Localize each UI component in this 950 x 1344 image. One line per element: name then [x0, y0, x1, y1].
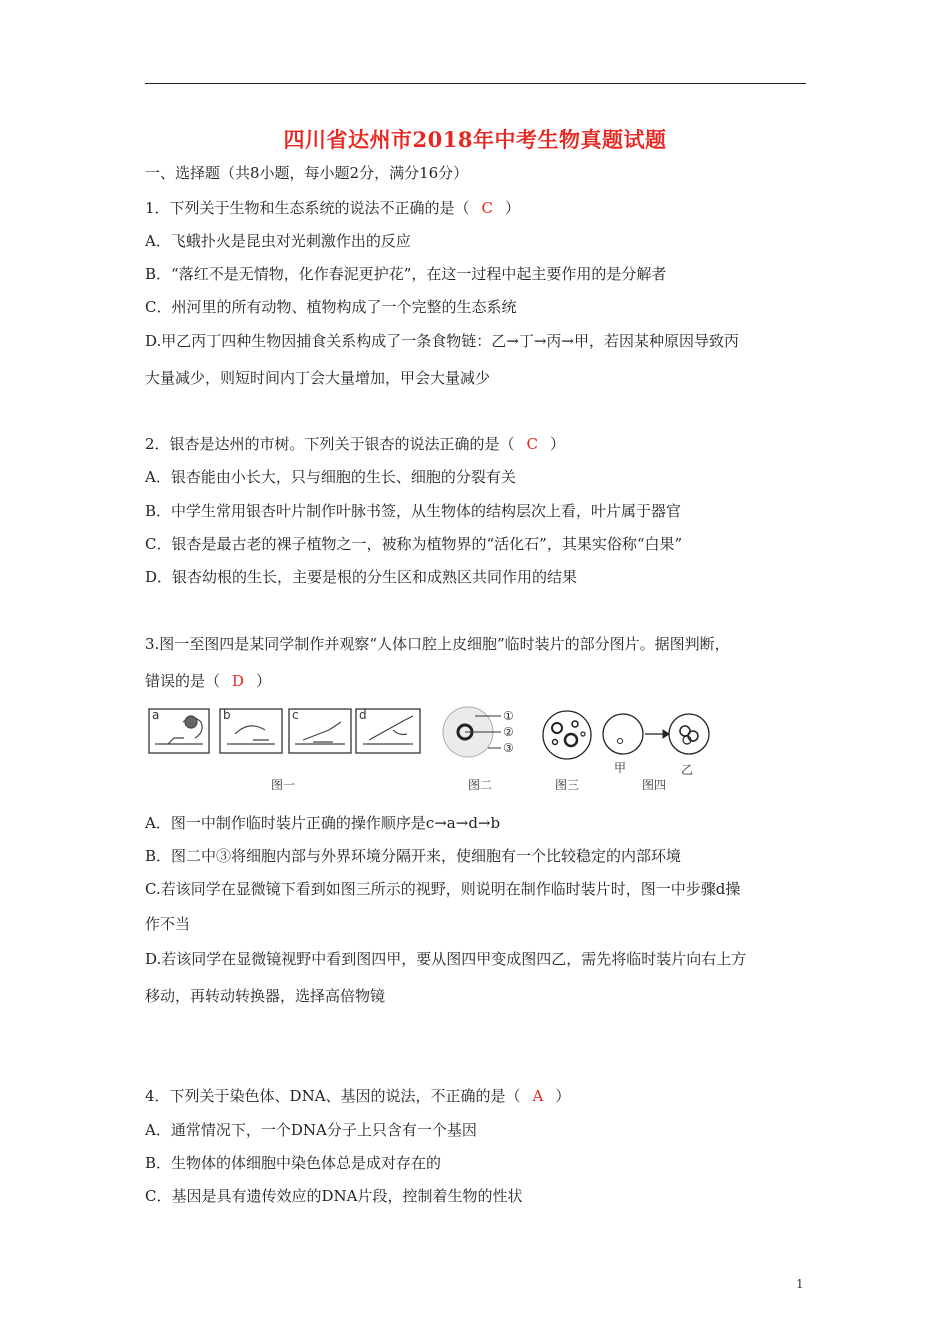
question-2-option-a: A．银杏能由小长大，只与细胞的生长、细胞的分裂有关 [145, 468, 516, 486]
question-1-option-a: A．飞蛾扑火是昆虫对光刺激作出的反应 [145, 232, 411, 250]
figure-three-field [543, 711, 591, 759]
question-4-answer: A [532, 1087, 544, 1105]
figure-two-cell [443, 707, 501, 757]
question-3-stem-cont: 错误的是（ D ） [145, 672, 272, 690]
label-circled-3: ③ [503, 741, 514, 755]
sub-label-yi: 乙 [681, 763, 694, 777]
question-4-option-b: B．生物体的体细胞中染色体总是成对存在的 [145, 1154, 442, 1172]
question-1-option-c: C．州河里的所有动物、植物构成了一个完整的生态系统 [145, 298, 517, 316]
question-3-option-c-cont: 作不当 [145, 915, 191, 933]
question-1-answer: C [481, 199, 494, 217]
figure-caption-one: 图一 [271, 778, 296, 792]
question-4-stem: 4．下列关于染色体、DNA、基因的说法，不正确的是（ A ） [145, 1087, 571, 1105]
panel-label-b: b [223, 708, 231, 722]
question-3-option-a: A．图一中制作临时装片正确的操作顺序是c→a→d→b [145, 814, 501, 832]
question-3-option-b: B．图二中③将细胞内部与外界环境分隔开来，使细胞有一个比较稳定的内部环境 [145, 847, 682, 865]
figure-caption-three: 图三 [555, 778, 580, 792]
figure-four-fields [603, 714, 709, 754]
page-title: 四川省达州市2018年中考生物真题试题 [283, 127, 667, 152]
question-1-stem: 1．下列关于生物和生态系统的说法不正确的是（ C ） [145, 199, 521, 217]
header-rule [145, 83, 806, 84]
question-2-stem: 2．银杏是达州的市树。下列关于银杏的说法正确的是（ C ） [145, 435, 566, 453]
label-circled-1: ① [503, 709, 514, 723]
question-3-option-d: D.若该同学在显微镜视野中看到图四甲，要从图四甲变成图四乙，需先将临时装片向右上方 [145, 950, 747, 968]
question-3-stem: 3.图一至图四是某同学制作并观察“人体口腔上皮细胞”临时装片的部分图片。据图判断， [145, 635, 730, 653]
question-1-option-d-cont: 大量减少，则短时间内丁会大量增加，甲会大量减少 [145, 369, 491, 387]
section-heading: 一、选择题（共8小题，每小题2分，满分16分） [145, 164, 469, 182]
question-2-option-c: C．银杏是最古老的裸子植物之一，被称为植物界的“活化石”，其果实俗称“白果” [145, 535, 683, 553]
question-2-option-d: D．银杏幼根的生长，主要是根的分生区和成熟区共同作用的结果 [145, 568, 578, 586]
question-3-figure [143, 700, 743, 800]
panel-label-c: c [292, 708, 299, 722]
sub-label-jia: 甲 [614, 761, 627, 775]
question-3-option-c: C.若该同学在显微镜下看到如图三所示的视野，则说明在制作临时装片时，图一中步骤d操 [145, 880, 741, 898]
figure-caption-four: 图四 [642, 778, 667, 792]
question-2-answer: C [526, 435, 539, 453]
question-3-answer: D [232, 672, 245, 690]
question-1-option-d: D.甲乙丙丁四种生物因捕食关系构成了一条食物链：乙→丁→丙→甲，若因某种原因导致丙 [145, 332, 739, 350]
question-3-option-d-cont: 移动，再转动转换器，选择高倍物镜 [145, 987, 386, 1005]
panel-label-a: a [152, 708, 160, 722]
page-number: 1 [796, 1277, 804, 1291]
figure-caption-two: 图二 [468, 778, 493, 792]
panel-label-d: d [359, 708, 367, 722]
question-1-option-b: B．“落红不是无情物，化作春泥更护花”，在这一过程中起主要作用的是分解者 [145, 265, 667, 283]
label-circled-2: ② [503, 725, 514, 739]
question-4-option-c: C．基因是具有遗传效应的DNA片段，控制着生物的性状 [145, 1187, 523, 1205]
question-4-option-a: A．通常情况下，一个DNA分子上只含有一个基因 [145, 1121, 477, 1139]
question-2-option-b: B．中学生常用银杏叶片制作叶脉书签，从生物体的结构层次上看，叶片属于器官 [145, 502, 682, 520]
